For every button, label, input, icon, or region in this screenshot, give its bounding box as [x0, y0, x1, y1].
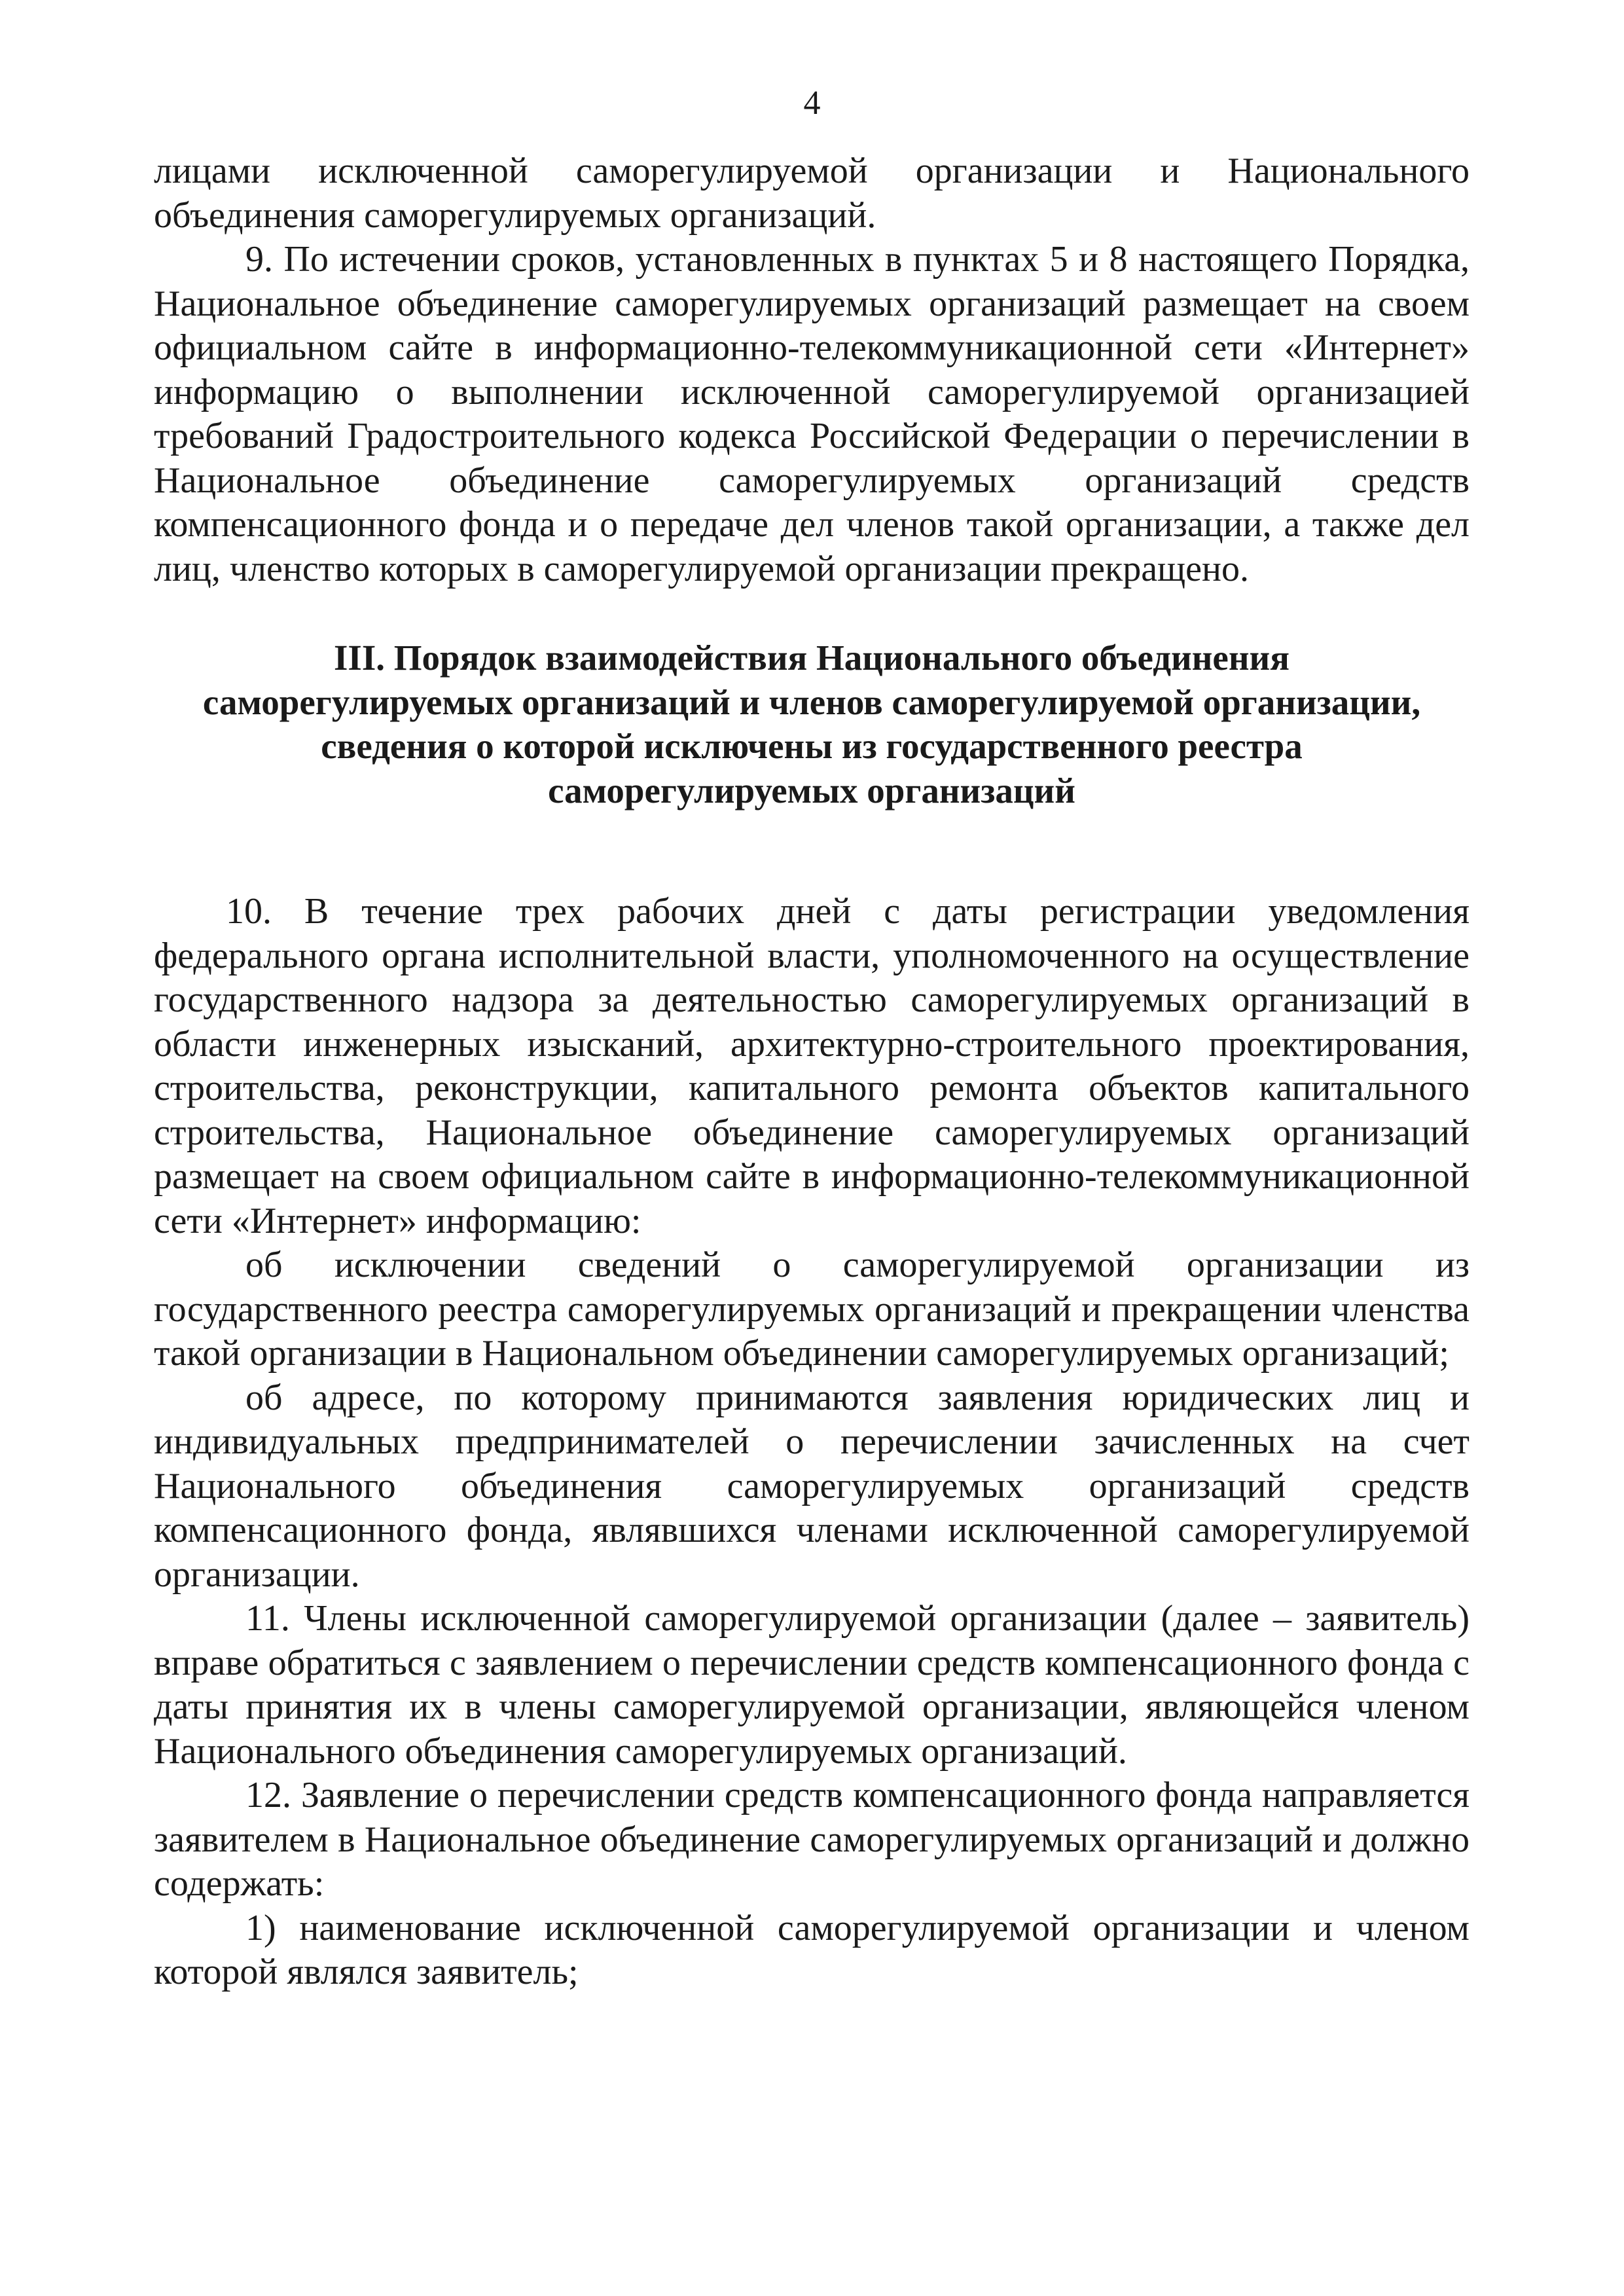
paragraph-12: 12. Заявление о перечислении средств компенсационного фонда направляется заявителем в Национальное объединение саморегулируемых организаций и должно содержать:	[154, 1775, 1470, 1904]
paragraph-continuation: лицами исключенной саморегулируемой организации и Национального объединения саморегулируемых организаций.	[154, 151, 1470, 236]
page-number: 4	[803, 84, 821, 122]
section-heading-line: III. Порядок взаимодействия Национального объединения	[334, 638, 1290, 678]
paragraph-12-item-1: 1) наименование исключенной саморегулируемой организации и членом которой являлся заявитель;	[154, 1907, 1470, 1992]
paragraph-10: 10. В течение трех рабочих дней с даты регистрации уведомления федерального органа исполнительной власти, уполномоченного на осуществление государственного надзора за деятельностью саморегулируемых организаций в области инженерных изысканий, архитектурно-строительного проектирования, строительства, реконструкции, капитального ремонта объектов капитального строительства, Национальное объединение саморегулируемых организаций размещает на своем официальном сайте в информационно-телекоммуникационной сети «Интернет» информацию:	[154, 891, 1470, 1241]
paragraph-11: 11. Члены исключенной саморегулируемой организации (далее – заявитель) вправе обратиться с заявлением о перечислении средств компенсационного фонда с даты принятия их в члены саморегулируемой организации, являющейся членом Национального объединения саморегулируемых организаций.	[154, 1598, 1470, 1772]
paragraph-10-item-a: об исключении сведений о саморегулируемой организации из государственного реестра саморегулируемых организаций и прекращении членства такой организации в Национальном объединении саморегулируемых организаций;	[154, 1245, 1470, 1374]
paragraph-9: 9. По истечении сроков, установленных в пунктах 5 и 8 настоящего Порядка, Национальное объединение саморегулируемых организаций размещает на своем официальном сайте в информационно-телекоммуникационной сети «Интернет» информацию о выполнении исключенной саморегулируемой организацией требований Градостроительного кодекса Российской Федерации о перечислении в Национальное объединение саморегулируемых организаций средств компенсационного фонда и о передаче дел членов такой организации, а также дел лиц, членство которых в саморегулируемой организации прекращено.	[154, 239, 1470, 589]
paragraph-10-item-b: об адресе, по которому принимаются заявления юридических лиц и индивидуальных предпринимателей о перечислении зачисленных на счет Национального объединения саморегулируемых организаций средств компенсационного фонда, являвшихся членами исключенной саморегулируемой организации.	[154, 1377, 1470, 1595]
section-heading-line: сведения о которой исключены из государственного реестра	[321, 726, 1303, 766]
section-heading-line: саморегулируемых организаций	[548, 770, 1075, 811]
section-heading	[154, 636, 1470, 812]
section-heading-line: саморегулируемых организаций и членов саморегулируемой организации,	[202, 682, 1421, 722]
document-body	[154, 149, 1470, 1995]
